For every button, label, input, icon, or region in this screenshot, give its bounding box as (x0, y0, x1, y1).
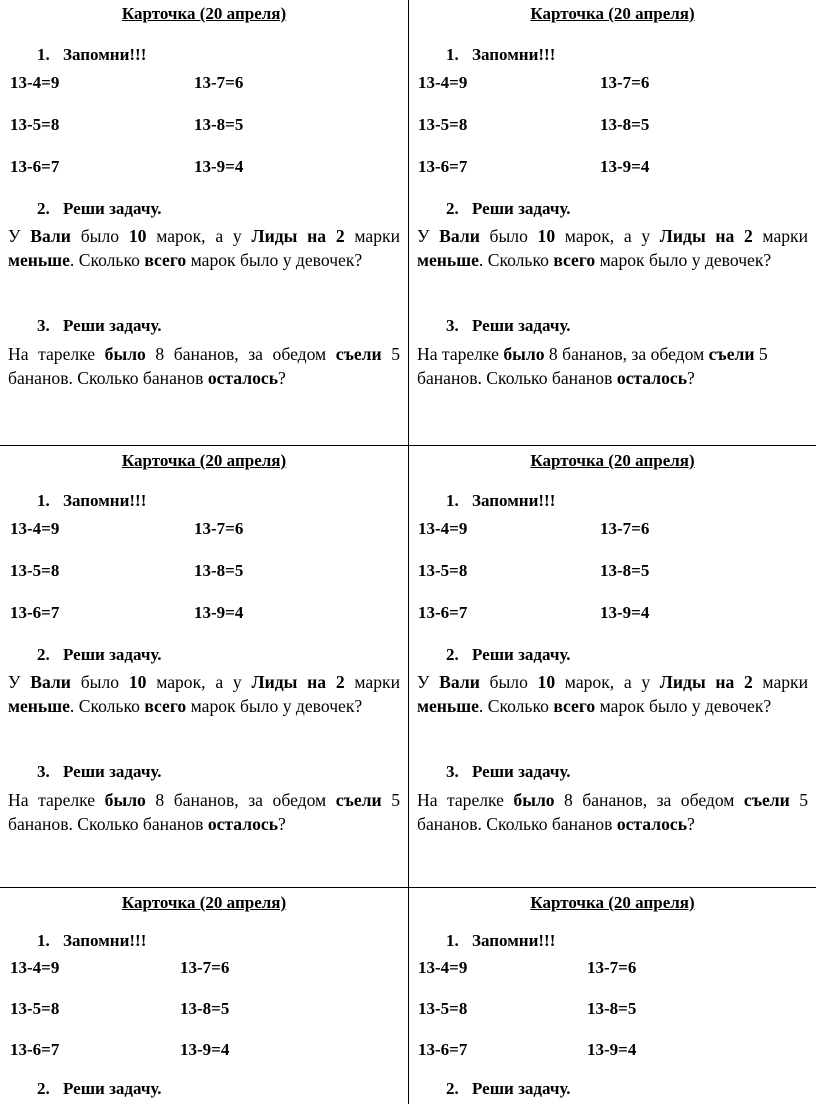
task-number: 1. (446, 491, 459, 510)
task2-heading (37, 645, 162, 665)
task3-heading (446, 762, 571, 782)
text-segment: ? (278, 814, 286, 834)
text-segment: было (479, 226, 538, 246)
text-segment: всего (553, 696, 596, 716)
task3-text (8, 342, 400, 390)
text-segment: ? (687, 814, 695, 834)
task2-text (417, 224, 808, 272)
text-segment: осталось (207, 368, 279, 388)
text-segment: 8 бананов, за обедом (145, 790, 336, 810)
math-fact: 13-7=6 (194, 73, 244, 92)
task-label: Запомни!!! (63, 491, 147, 510)
text-segment: осталось (616, 814, 688, 834)
text-segment: . Сколько (69, 250, 145, 270)
card (409, 888, 816, 1104)
text-segment: марки (752, 226, 809, 246)
text-segment: меньше (417, 250, 479, 270)
task-label: Запомни!!! (63, 45, 147, 64)
math-fact: 13-7=6 (194, 519, 244, 538)
task2-text (8, 224, 400, 272)
task1-heading (446, 931, 555, 951)
text-segment: было (70, 672, 129, 692)
math-fact: 13-8=5 (600, 561, 650, 580)
task-number: 3. (446, 762, 459, 781)
math-fact: 13-4=9 (10, 958, 60, 977)
task-number: 1. (37, 931, 50, 950)
task-number: 1. (446, 45, 459, 64)
text-segment: марок, а у (146, 226, 252, 246)
task-label: Реши задачу. (63, 645, 162, 664)
math-fact: 13-5=8 (10, 561, 60, 580)
task-label: Запомни!!! (472, 931, 556, 950)
text-segment: марок было у девочек? (186, 696, 363, 716)
math-fact: 13-6=7 (418, 1040, 468, 1059)
task-label: Реши задачу. (472, 316, 571, 335)
task3-heading (446, 316, 571, 336)
task2-text (417, 670, 808, 718)
text-segment: меньше (8, 250, 70, 270)
text-segment: 5 бананов. Сколько бананов (8, 790, 401, 834)
task-label: Запомни!!! (63, 931, 147, 950)
text-segment: съели (708, 344, 755, 364)
math-fact: 13-9=4 (600, 157, 650, 176)
math-fact: 13-7=6 (180, 958, 230, 977)
math-fact: 13-8=5 (194, 561, 244, 580)
math-fact: 13-9=4 (194, 157, 244, 176)
task-label: Реши задачу. (472, 199, 571, 218)
task-number: 2. (37, 645, 50, 664)
text-segment: Вали (439, 226, 480, 246)
text-segment: было (479, 672, 538, 692)
math-fact: 13-4=9 (418, 519, 468, 538)
text-segment: 5 бананов. Сколько бананов (417, 344, 768, 388)
task-label: Реши задачу. (63, 762, 162, 781)
text-segment: 10 (128, 672, 147, 692)
text-segment: Лиды на 2 (251, 226, 345, 246)
text-segment: было (70, 226, 129, 246)
task1-heading (37, 491, 146, 511)
task-number: 1. (37, 45, 50, 64)
task-label: Реши задачу. (63, 316, 162, 335)
task1-heading (446, 491, 555, 511)
text-segment: меньше (417, 696, 479, 716)
text-segment: всего (144, 696, 187, 716)
math-fact: 13-5=8 (10, 115, 60, 134)
task-number: 3. (446, 316, 459, 335)
math-fact: 13-6=7 (10, 1040, 60, 1059)
task-number: 2. (446, 199, 459, 218)
text-segment: У (417, 226, 440, 246)
card-title: Карточка (20 апреля) (121, 451, 287, 470)
text-segment: 10 (537, 672, 556, 692)
task-label: Реши задачу. (63, 1079, 162, 1098)
task2-text (8, 670, 400, 718)
text-segment: На тарелке (417, 344, 504, 364)
text-segment: было (104, 790, 146, 810)
task-label: Реши задачу. (63, 199, 162, 218)
text-segment: меньше (8, 696, 70, 716)
text-segment: всего (144, 250, 187, 270)
task2-heading (446, 199, 571, 219)
text-segment: . Сколько (478, 250, 554, 270)
task-number: 2. (37, 1079, 50, 1098)
task3-text (8, 788, 400, 836)
text-segment: съели (743, 790, 790, 810)
text-segment: марки (752, 672, 809, 692)
task1-heading (446, 45, 555, 65)
task3-heading (37, 762, 162, 782)
text-segment: Вали (30, 226, 71, 246)
math-fact: 13-9=4 (600, 603, 650, 622)
text-segment: ? (687, 368, 695, 388)
text-segment: Лиды на 2 (659, 226, 753, 246)
math-fact: 13-5=8 (418, 999, 468, 1018)
task3-text (417, 342, 776, 390)
text-segment: всего (553, 250, 596, 270)
text-segment: марок, а у (555, 672, 660, 692)
math-fact: 13-4=9 (418, 73, 468, 92)
math-fact: 13-4=9 (418, 958, 468, 977)
math-fact: 13-9=4 (587, 1040, 637, 1059)
task-label: Запомни!!! (472, 45, 556, 64)
card (409, 446, 816, 888)
math-fact: 13-7=6 (600, 519, 650, 538)
math-fact: 13-4=9 (10, 519, 60, 538)
text-segment: . Сколько (69, 696, 145, 716)
text-segment: марок, а у (555, 226, 660, 246)
text-segment: Лиды на 2 (251, 672, 345, 692)
text-segment: марки (344, 672, 400, 692)
text-segment: Вали (30, 672, 71, 692)
math-fact: 13-8=5 (194, 115, 244, 134)
task-number: 1. (37, 491, 50, 510)
task-label: Реши задачу. (472, 762, 571, 781)
math-fact: 13-6=7 (418, 603, 468, 622)
text-segment: осталось (207, 814, 279, 834)
card (0, 0, 409, 446)
card-title: Карточка (20 апреля) (530, 893, 695, 912)
math-fact: 13-6=7 (10, 157, 60, 176)
text-segment: У (8, 226, 31, 246)
text-segment: . Сколько (478, 696, 554, 716)
card (0, 446, 409, 888)
text-segment: У (8, 672, 31, 692)
math-fact: 13-8=5 (180, 999, 230, 1018)
card (0, 888, 409, 1104)
math-fact: 13-9=4 (180, 1040, 230, 1059)
card-title: Карточка (20 апреля) (530, 4, 695, 23)
text-segment: было (513, 790, 555, 810)
text-segment: 5 бананов. Сколько бананов (417, 790, 809, 834)
math-fact: 13-8=5 (587, 999, 637, 1018)
task-number: 1. (446, 931, 459, 950)
card-title: Карточка (20 апреля) (530, 451, 695, 470)
text-segment: было (503, 344, 545, 364)
task2-heading (37, 199, 162, 219)
text-segment: Лиды на 2 (659, 672, 753, 692)
task1-heading (37, 45, 146, 65)
text-segment: съели (335, 790, 382, 810)
text-segment: марок было у девочек? (595, 696, 772, 716)
task2-heading (446, 645, 571, 665)
math-fact: 13-9=4 (194, 603, 244, 622)
math-fact: 13-5=8 (418, 115, 468, 134)
text-segment: 8 бананов, за обедом (544, 344, 709, 364)
text-segment: было (104, 344, 146, 364)
math-fact: 13-7=6 (587, 958, 637, 977)
text-segment: марок было у девочек? (595, 250, 772, 270)
text-segment: съели (335, 344, 382, 364)
text-segment: 10 (537, 226, 556, 246)
math-fact: 13-5=8 (418, 561, 468, 580)
text-segment: осталось (616, 368, 688, 388)
text-segment: На тарелке (417, 790, 514, 810)
text-segment: марок, а у (146, 672, 252, 692)
math-fact: 13-6=7 (10, 603, 60, 622)
task-number: 3. (37, 316, 50, 335)
card-title: Карточка (20 апреля) (121, 4, 287, 23)
task2-heading (37, 1079, 162, 1099)
math-fact: 13-6=7 (418, 157, 468, 176)
text-segment: 8 бананов, за обедом (145, 344, 336, 364)
text-segment: марок было у девочек? (186, 250, 363, 270)
task-number: 2. (446, 1079, 459, 1098)
text-segment: 10 (128, 226, 147, 246)
math-fact: 13-5=8 (10, 999, 60, 1018)
text-segment: Вали (439, 672, 480, 692)
text-segment: 8 бананов, за обедом (554, 790, 744, 810)
text-segment: У (417, 672, 440, 692)
text-segment: На тарелке (8, 790, 105, 810)
task3-heading (37, 316, 162, 336)
task1-heading (37, 931, 146, 951)
text-segment: На тарелке (8, 344, 105, 364)
task-number: 2. (37, 199, 50, 218)
math-fact: 13-8=5 (600, 115, 650, 134)
text-segment: ? (278, 368, 286, 388)
text-segment: марки (344, 226, 400, 246)
task-label: Реши задачу. (472, 645, 571, 664)
card (409, 0, 816, 446)
math-fact: 13-4=9 (10, 73, 60, 92)
task-label: Реши задачу. (472, 1079, 571, 1098)
task-label: Запомни!!! (472, 491, 556, 510)
task3-text (417, 788, 808, 836)
card-title: Карточка (20 апреля) (121, 893, 287, 912)
text-segment: 5 бананов. Сколько бананов (8, 344, 401, 388)
task-number: 2. (446, 645, 459, 664)
task-number: 3. (37, 762, 50, 781)
math-fact: 13-7=6 (600, 73, 650, 92)
task2-heading (446, 1079, 571, 1099)
